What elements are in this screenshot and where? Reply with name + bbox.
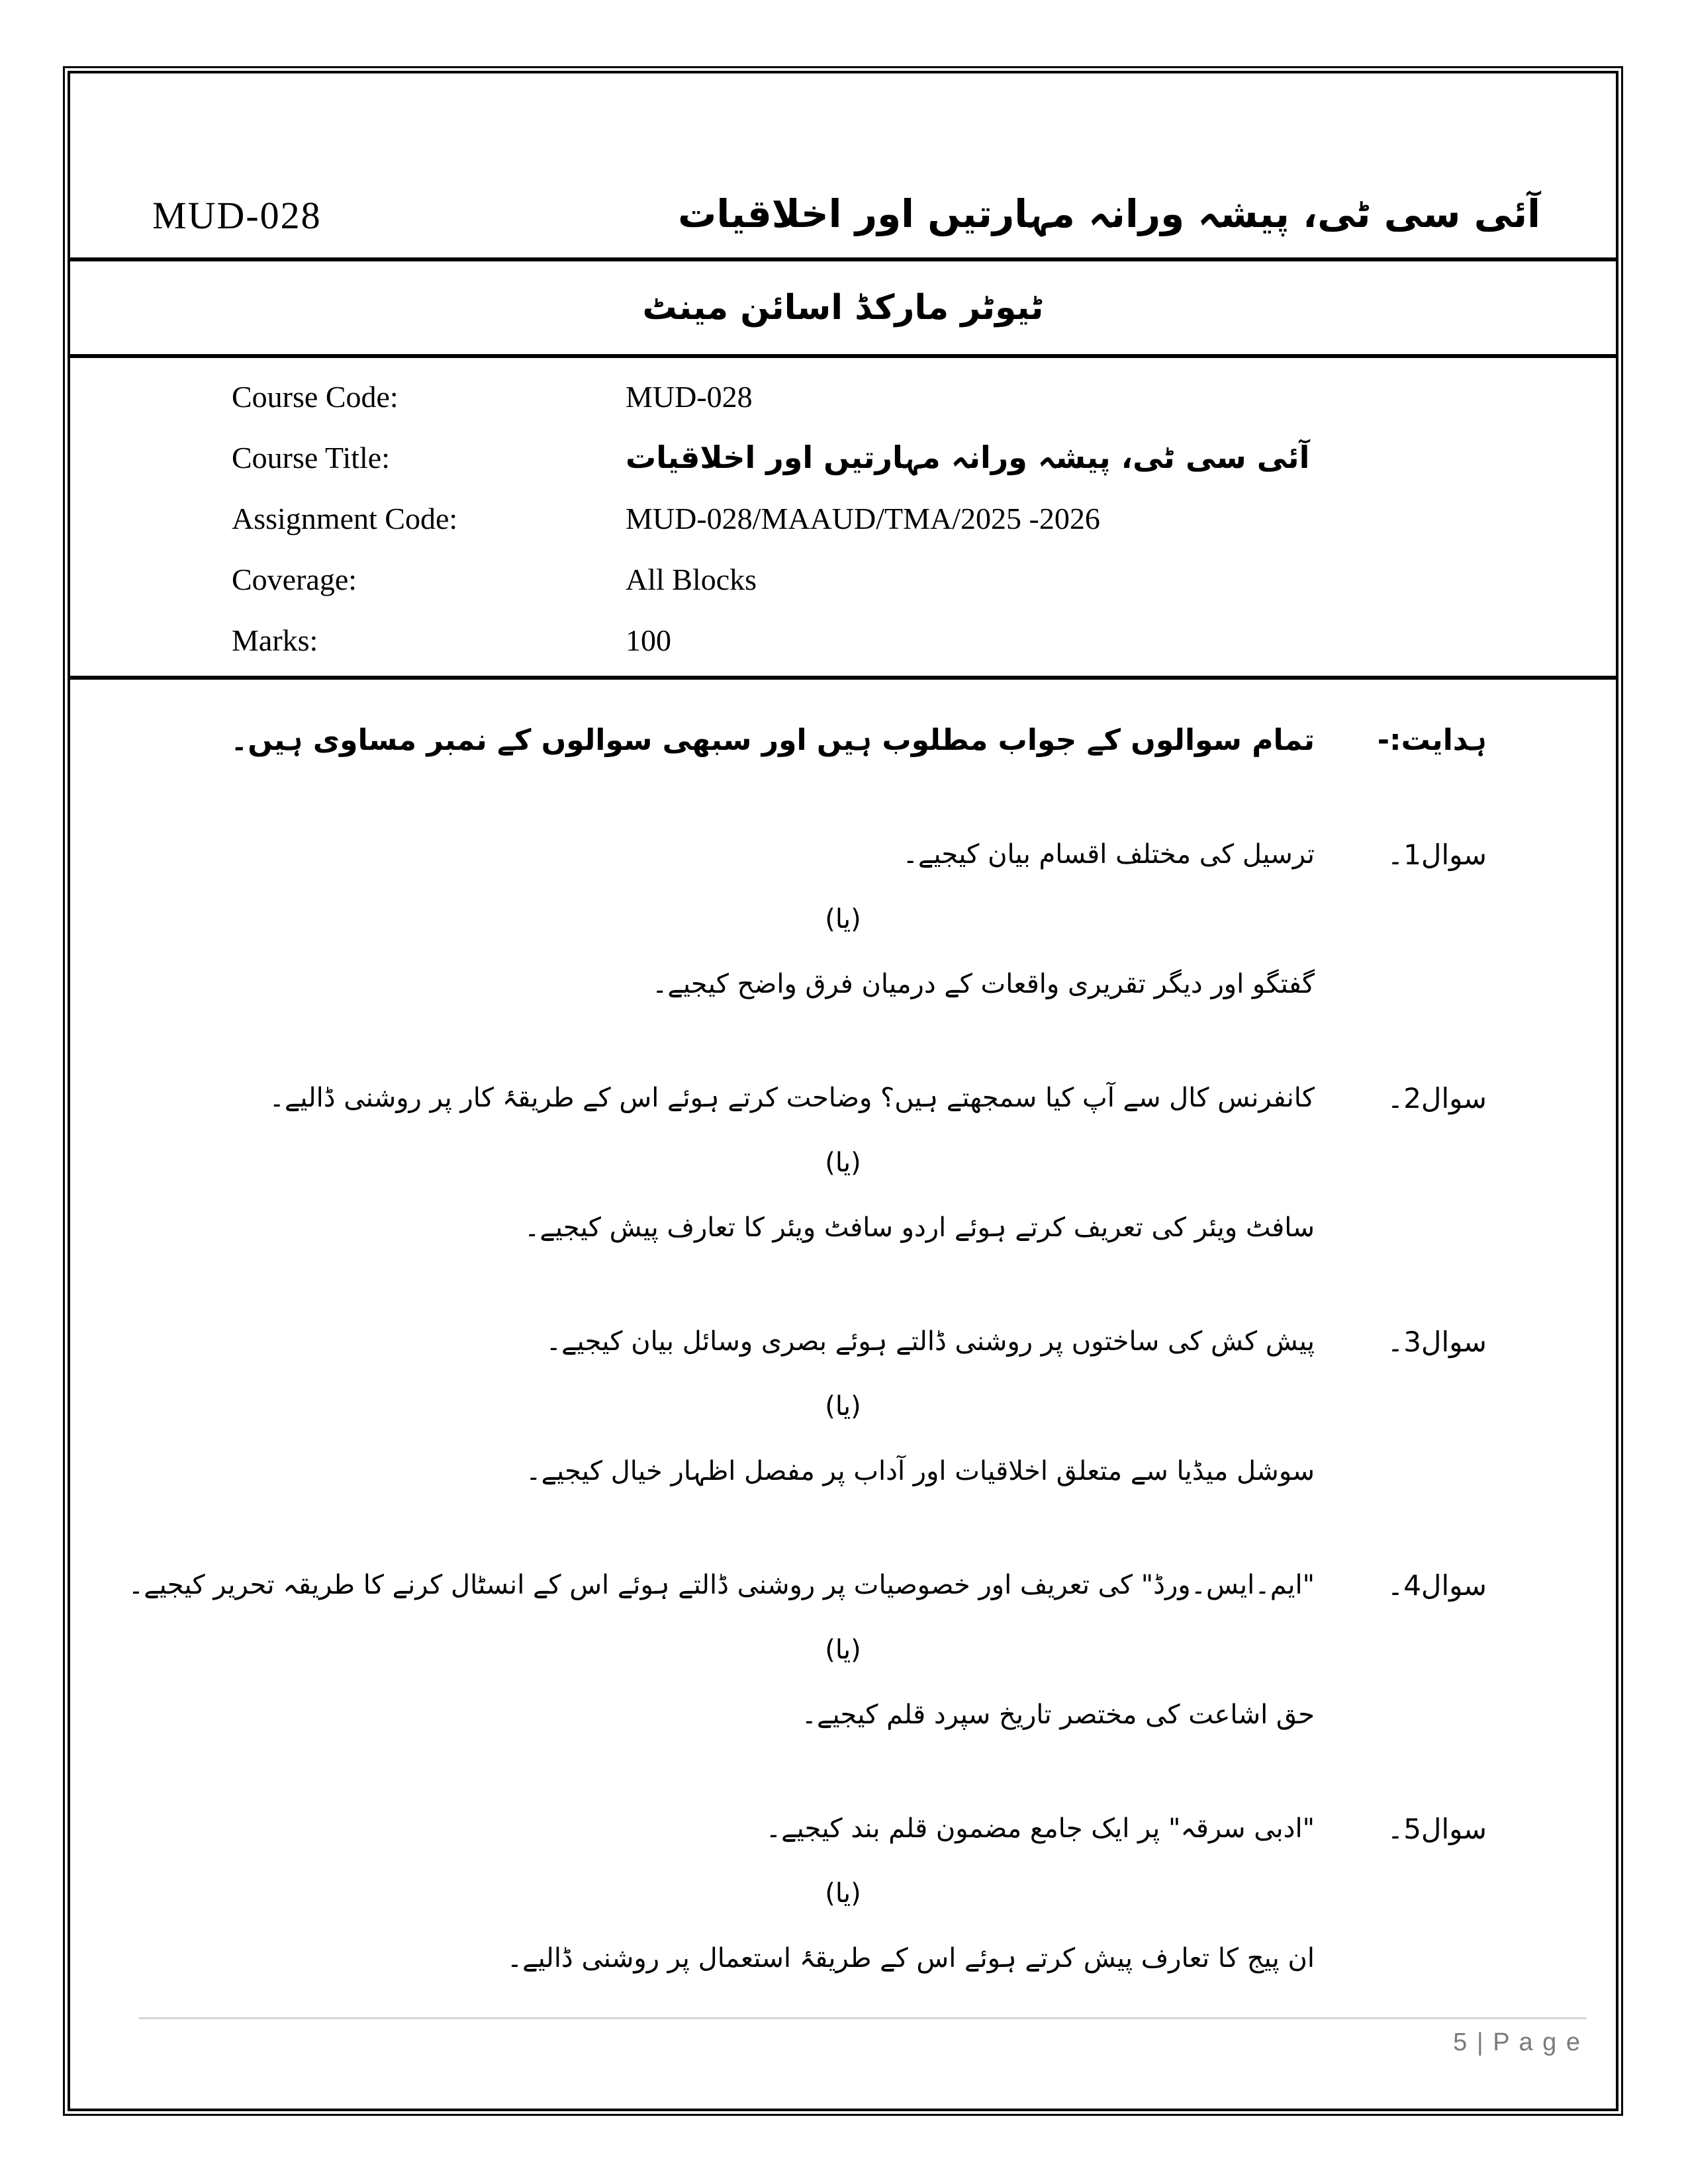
page-inner-border xyxy=(68,71,1618,2111)
question-2-alternative-row xyxy=(70,1195,1616,1261)
question-2-row xyxy=(70,1065,1616,1131)
page-border xyxy=(63,66,1623,2116)
assignment-code-value: MUD-028/MAAUD/TMA/2025 -2026 xyxy=(626,501,1100,535)
course-info-row xyxy=(232,488,1616,549)
footer-divider xyxy=(139,2017,1587,2019)
assignment-code-label: Assignment Code: xyxy=(232,501,458,535)
question-3-row xyxy=(70,1308,1616,1375)
questions-section xyxy=(70,680,1616,2109)
or-separator: (یا) xyxy=(825,1391,861,1422)
question-1-text: ترسیل کی مختلف اقسام بیان کیجیے۔ xyxy=(902,839,1315,870)
question-4-number: سوال4۔ xyxy=(1387,1569,1487,1602)
or-separator: (یا) xyxy=(825,1148,861,1178)
question-5-number: سوال5۔ xyxy=(1387,1812,1487,1845)
question-5-alternative-text: ان پیج کا تعارف پیش کرتے ہوئے اس کے طریقۂ استعمال پر روشنی ڈالیے۔ xyxy=(506,1943,1315,1974)
question-4-alternative-row xyxy=(70,1682,1616,1748)
question-4-text: "ایم۔ایس۔ورڈ" کی تعریف اور خصوصیات پر روشنی ڈالتے ہوئے اس کے انسٹال کرنے کا طریقہ تحریر کیجیے۔ xyxy=(128,1570,1315,1600)
course-title-label: Course Title: xyxy=(232,440,391,475)
or-separator: (یا) xyxy=(825,1878,861,1909)
course-code-label: Course Code: xyxy=(232,379,399,414)
marks-value: 100 xyxy=(626,623,671,657)
tutor-marked-assignment-title: ٹیوٹر مارکڈ اسائن مینٹ xyxy=(642,288,1044,328)
question-1-alternative-row xyxy=(70,951,1616,1017)
question-3-text: پیش کش کی ساختوں پر روشنی ڈالتے ہوئے بصری وسائل بیان کیجیے۔ xyxy=(545,1326,1315,1357)
page-footer xyxy=(70,2017,1616,2057)
question-5-row xyxy=(70,1796,1616,1862)
question-3-number: سوال3۔ xyxy=(1387,1325,1487,1358)
course-info xyxy=(70,358,1616,676)
instructions-label: ہدایت:- xyxy=(1377,723,1487,757)
question-2-number: سوال2۔ xyxy=(1387,1081,1487,1115)
question-5-text: "ادبی سرقہ" پر ایک جامع مضمون قلم بند کیجیے۔ xyxy=(765,1813,1315,1844)
question-1-row xyxy=(70,821,1616,887)
course-code-header: MUD-028 xyxy=(152,194,322,237)
question-4-row xyxy=(70,1552,1616,1618)
course-code-value: MUD-028 xyxy=(626,379,753,414)
coverage-value: All Blocks xyxy=(626,562,757,596)
question-1-alternative-text: گفتگو اور دیگر تقریری واقعات کے درمیان فرق واضح کیجیے۔ xyxy=(651,969,1315,999)
course-info-row xyxy=(232,366,1616,427)
or-separator: (یا) xyxy=(825,1635,861,1665)
question-2-alternative-text: سافٹ ویئر کی تعریف کرتے ہوئے اردو سافٹ ویئر کا تعارف پیش کیجیے۔ xyxy=(524,1212,1315,1243)
marks-label: Marks: xyxy=(232,623,318,657)
course-title-value: آئی سی ٹی، پیشہ ورانہ مہارتیں اور اخلاقیات xyxy=(626,439,1310,475)
question-5-alternative-row xyxy=(70,1925,1616,1991)
question-3-alternative-text: سوشل میڈیا سے متعلق اخلاقیات اور آداب پر مفصل اظہار خیال کیجیے۔ xyxy=(526,1456,1315,1486)
question-4-alternative-text: حق اشاعت کی مختصر تاریخ سپرد قلم کیجیے۔ xyxy=(801,1700,1315,1730)
page-number: 5 | P a g e xyxy=(1453,2028,1581,2056)
course-info-row xyxy=(232,610,1616,670)
or-separator: (یا) xyxy=(825,904,861,934)
question-3-alternative-row xyxy=(70,1438,1616,1504)
coverage-label: Coverage: xyxy=(232,562,357,596)
question-2-text: کانفرنس کال سے آپ کیا سمجھتے ہیں؟ وضاحت کرتے ہوئے اس کے طریقۂ کار پر روشنی ڈالیے۔ xyxy=(269,1083,1315,1113)
subtitle-bar xyxy=(70,261,1616,354)
page-header xyxy=(70,73,1616,257)
instructions-text: تمام سوالوں کے جواب مطلوب ہیں اور سبھی سوالوں کے نمبر مساوی ہیں۔ xyxy=(230,723,1315,757)
course-title-header-urdu: آئی سی ٹی، پیشہ ورانہ مہارتیں اور اخلاقیات xyxy=(678,191,1540,237)
course-info-row xyxy=(232,549,1616,610)
course-info-row xyxy=(232,427,1616,488)
question-1-number: سوال1۔ xyxy=(1387,838,1487,871)
instructions-row xyxy=(70,707,1616,774)
